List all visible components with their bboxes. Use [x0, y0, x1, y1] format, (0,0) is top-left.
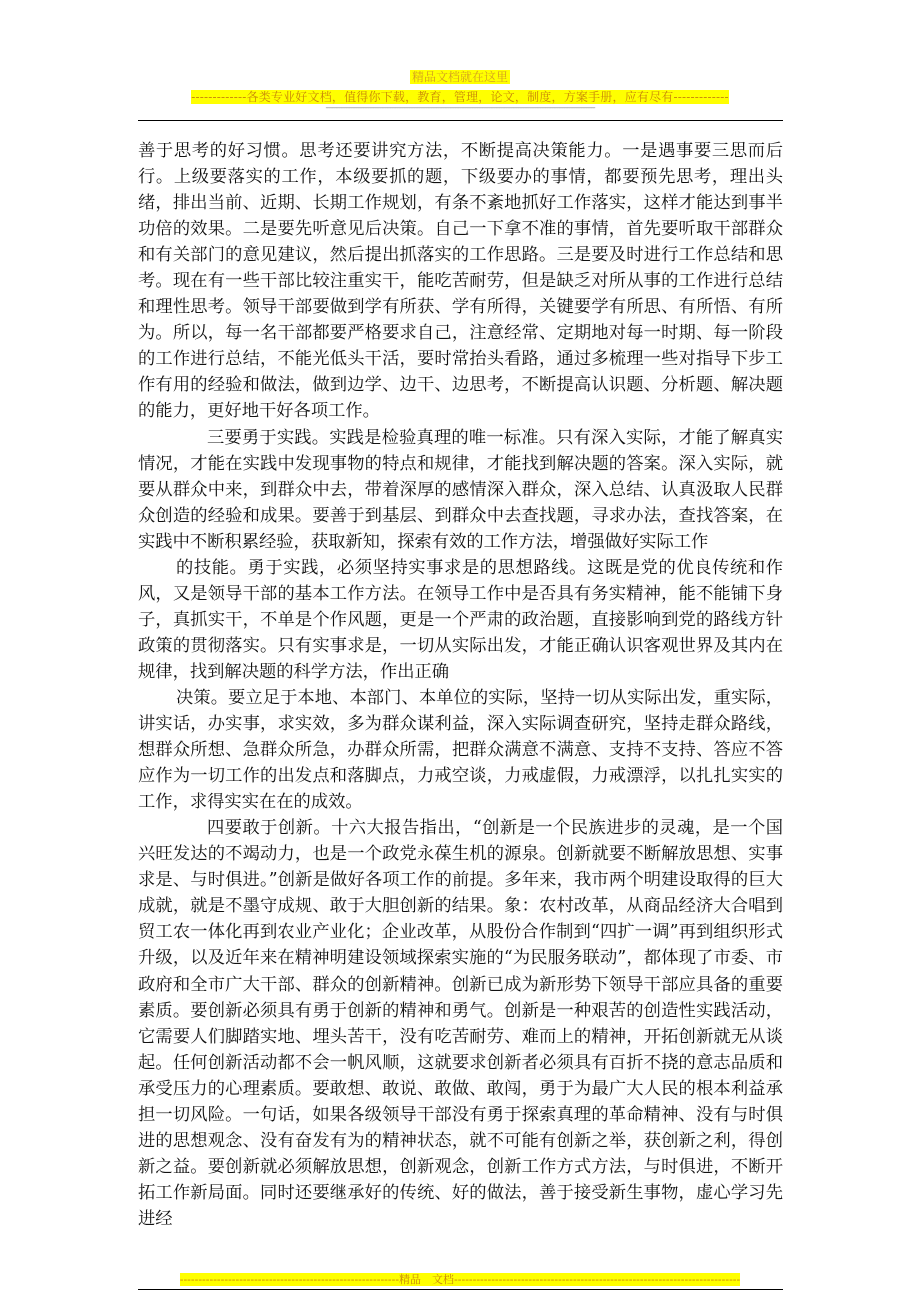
- header-dashes: --------------------------------------------------------------------------------------------------------------------------------------------------------------: [325, 103, 595, 112]
- paragraph-2: 三要勇于实践。实践是检验真理的唯一标准。只有深入实际，才能了解真实情况，才能在实践中发现事物的特点和规律，才能找到解决题的答案。深入实际，就要从群众中来，到群众中去，带着深厚的感情深入群众，深入总结、认真汲取人民群众创造的经验和成果。要善于到基层、到群众中去查找题，寻求办法，查找答案，在实践中不断积累经验，获取新知，探索有效的工作方法，增强做好实际工作: [138, 427, 783, 552]
- paragraph-1: 善于思考的好习惯。思考还要讲究方法，不断提高决策能力。一是遇事要三思而后行。上级要落实的工作，本级要抓的题，下级要办的事情，都要预先思考，理出头绪，排出当前、近期、长期工作规划，有条不紊地抓好工作落实，这样才能达到事半功倍的效果。二是要先听意见后决策。自己一下拿不准的事情，首先要听取干部群众和有关部门的意见建议，然后提出抓落实的工作思路。三是要及时进行工作总结和思考。现在有一些干部比较注重实干，能吃苦耐劳，但是缺乏对所从事的工作进行总结和理性思考。领导干部要做到学有所获、学有所得，关键要学有所思、有所悟、有所为。所以，每一名干部都要严格要求自己，注意经常、定期地对每一时期、每一阶段的工作进行总结，不能光低头干活，要时常抬头看路，通过多梳理一些对指导下步工作有用的经验和做法，做到边学、边干、边思考，不断提高认识题、分析题、解决题的能力，更好地干好各项工作。: [138, 141, 783, 422]
- paragraph-4: 决策。要立足于本地、本部门、本单位的实际，坚持一切从实际出发，重实际，讲实话，办实事，求实效，多为群众谋利益，深入实际调查研究，坚持走群众路线，想群众所想、急群众所急，办群众所需，把群众满意不满意、支持不支持、答应不答应作为一切工作的出发点和落脚点，力戒空谈，力戒虚假，力戒漂浮，以扎扎实实的工作，求得实实在在的成效。: [138, 687, 783, 813]
- bottom-rule: [138, 1289, 783, 1290]
- paragraph-5: 四要敢于创新。十六大报告指出，“创新是一个民族进步的灵魂，是一个国兴旺发达的不竭动力，也是一个政党永葆生机的源泉。创新就要不断解放思想、实事求是、与时俱进。”创新是做好各项工作的前提。多年来，我市两个明建设取得的巨大成就，就是不墨守成规、敢于大胆创新的结果。象：农村改革，从商品经济大合唱到贸工农一体化再到农业产业化；企业改革，从股份合作制到“四扩一调”再到组织形式升级，以及近年来在精神明建设领域探索实施的“为民服务联动”，都体现了市委、市政府和全市广大干部、群众的创新精神。创新已成为新形势下领导干部应具备的重要素质。要创新必须具有勇于创新的精神和勇气。创新是一种艰苦的创造性实践活动，它需要人们脚踏实地、埋头苦干，没有吃苦耐劳、难而上的精神，开拓创新就无从谈起。任何创新活动都不会一帆风顺，这就要求创新者必须具有百折不挠的意志品质和承受压力的心理素质。要敢想、敢说、敢做、敢闯，勇于为最广大人民的根本利益承担一切风险。一句话，如果各级领导干部没有勇于探索真理的革命精神、没有与时俱进的思想观念、没有奋发有为的精神状态，就不可能有创新之举，获创新之利，得创新之益。要创新就必须解放思想，创新观念，创新工作方式方法，与时俱进，不断开拓工作新局面。同时还要继承好的传统、好的做法，善于接受新生事物，虚心学习先进经: [138, 818, 783, 1229]
- top-rule: [138, 120, 783, 121]
- document-body: [138, 138, 783, 1232]
- paragraph-3: 的技能。勇于实践，必须坚持实事求是的思想路线。这既是党的优良传统和作风，又是领导干部的基本工作方法。在领导工作中是否具有务实精神，能不能铺下身子，真抓实干，不单是个作风题，更是一个严肃的政治题，直接影响到党的路线方针政策的贯彻落实。只有实事求是，一切从实际出发，才能正确认识客观世界及其内在规律，找到解决题的科学方法，作出正确: [138, 557, 783, 682]
- header-banner: -------------各类专业好文档，值得你下载，教育，管理，论文，制度，方案手册，应有尽有-------------: [191, 90, 729, 104]
- header-title: 精品文档就在这里: [411, 70, 508, 84]
- footer-banner: -----------------------------------------------------------精品 文档-----------------------------------------------------------------------------: [179, 1273, 741, 1286]
